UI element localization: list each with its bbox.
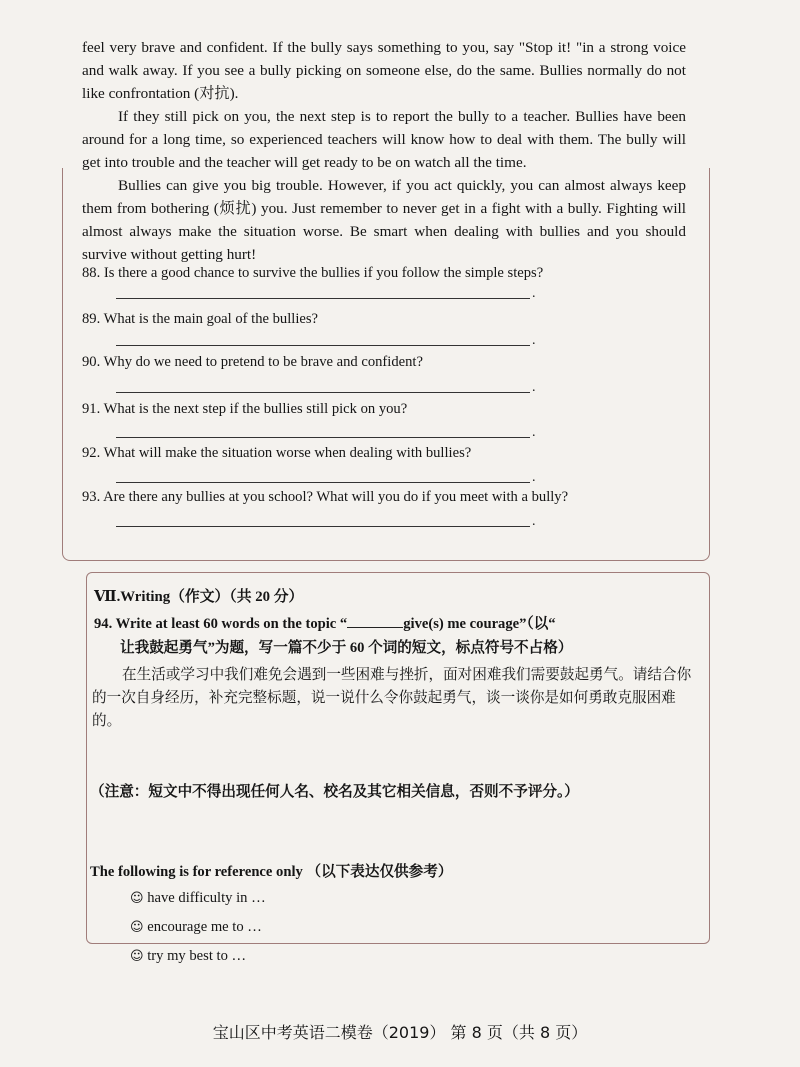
question-93: 93. Are there any bullies at you school? What will you do if you meet with a bully? [82, 489, 569, 505]
answer-line-91[interactable] [116, 437, 530, 438]
answer-line-93[interactable] [116, 526, 530, 527]
question-91: 91. What is the next step if the bullies still pick on you? [82, 401, 408, 417]
reference-heading [90, 860, 452, 881]
answer-period: . [532, 333, 536, 348]
writing-instruction: 在生活或学习中我们难免会遇到一些困难与挫折，面对困难我们需要鼓起勇气。请结合你的一次自身经历，补充完整标题，说一说什么令你鼓起勇气，谈一谈你是如何勇敢克服困难的。 [92, 667, 692, 729]
smiley-icon: ☺ [130, 920, 144, 935]
passage-paragraph-2: If they still pick on you, the next step is to report the bully to a teacher. Bullies have been around for a long time, so experienced teachers will know how to deal with them. The bully will get into trouble and the teacher will get ready to be on watch all the time. [82, 108, 686, 171]
title-blank[interactable] [347, 615, 403, 628]
answer-period: . [532, 470, 536, 485]
question-90: 90. Why do we need to pretend to be brave and confident? [82, 354, 423, 370]
hint-text: encourage me to … [147, 919, 262, 935]
hint-item [130, 919, 262, 936]
writing-notice: （注意：短文中不得出现任何人名、校名及其它相关信息，否则不予评分。） [90, 784, 579, 800]
answer-line-90[interactable] [116, 392, 530, 393]
hint-item [130, 948, 246, 965]
passage-paragraph-3: Bullies can give you big trouble. However, if you act quickly, you can almost always keep them from bothering (烦扰) you. Just remember to never get in a fight with a bully. Fighting will almost always make the situation worse. Be smart when dealing with bullies and you should survive without getting hurt! [82, 177, 686, 263]
reference-label: The following is for reference only [90, 864, 303, 880]
question-92: 92. What will make the situation worse when dealing with bullies? [82, 445, 472, 461]
writing-heading: Ⅶ.Writing（作文）（共 20 分） [94, 589, 304, 605]
answer-period: . [532, 380, 536, 395]
answer-period: . [532, 514, 536, 529]
smiley-icon: ☺ [130, 891, 144, 906]
hint-text: try my best to … [147, 948, 247, 964]
task-prefix: 94. Write at least 60 words on the topic “ [94, 616, 348, 632]
writing-task [94, 612, 556, 633]
task-suffix: give(s) me courage”（以“ [403, 616, 556, 632]
answer-line-89[interactable] [116, 345, 530, 346]
hint-text: have difficulty in … [147, 890, 266, 906]
writing-task-line-2: 让我鼓起勇气”为题，写一篇不少于 60 个词的短文，标点符号不占格） [120, 640, 573, 656]
question-88: 88. Is there a good chance to survive the bullies if you follow the simple steps? [82, 265, 544, 281]
answer-line-92[interactable] [116, 482, 530, 483]
page-footer: 宝山区中考英语二模卷（2019） 第 8 页（共 8 页） [212, 1023, 588, 1042]
reference-label-cn: （以下表达仅供参考） [306, 864, 453, 880]
hint-item [130, 890, 266, 907]
smiley-icon: ☺ [130, 949, 144, 964]
question-89: 89. What is the main goal of the bullies? [82, 311, 319, 327]
answer-period: . [532, 286, 536, 301]
answer-line-88[interactable] [116, 298, 530, 299]
answer-period: . [532, 425, 536, 440]
passage-paragraph-1: feel very brave and confident. If the bully says something to you, say "Stop it! "in a strong voice and walk away. If you see a bully picking on someone else, do the same. Bullies normally do not like confrontation (对抗). [82, 39, 686, 102]
